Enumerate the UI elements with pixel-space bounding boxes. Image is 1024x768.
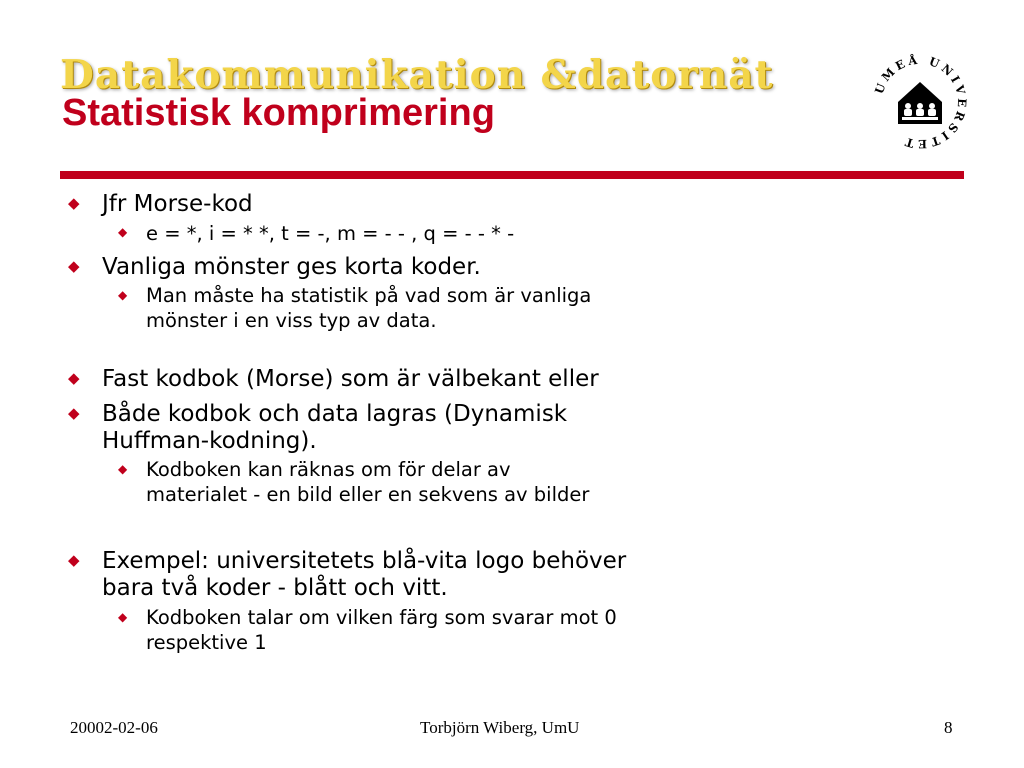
bullet-item: Både kodbok och data lagras (Dynamisk [102,401,568,427]
bullet-diamond-icon: ◆ [118,610,128,624]
title-divider [60,171,964,179]
bullet-diamond-icon: ◆ [68,257,80,275]
bullet-item: Fast kodbok (Morse) som är välbekant eller [102,366,599,392]
logo-ring-text: UMEÅ UNIVERSITET [871,52,970,152]
bullet-diamond-icon: ◆ [68,194,80,212]
footer-page-number: 8 [944,718,953,737]
sub-bullet-item: Man måste ha statistik på vad som är vanliga [146,284,592,307]
bullet-item-continuation: bara två koder - blått och vitt. [102,575,448,601]
bullet-item-continuation: Huffman-kodning). [102,428,317,454]
logo-figures [902,103,938,120]
sub-bullet-item-continuation: mönster i en viss typ av data. [146,309,437,332]
course-title: Datakommunikation &datornät [60,52,774,98]
bullet-diamond-icon: ◆ [118,462,128,476]
footer-date: 20002-02-06 [70,718,158,737]
sub-bullet-item: e = *, i = * *, t = -, m = - - , q = - - * - [146,222,515,245]
bullet-item: Jfr Morse-kod [102,191,253,217]
sub-bullet-item-continuation: respektive 1 [146,631,267,654]
bullet-item: Exempel: universitetets blå-vita logo behöver [102,548,627,574]
sub-bullet-item: Kodboken kan räknas om för delar av [146,458,511,481]
bullet-item: Vanliga mönster ges korta koder. [102,254,481,280]
bullet-diamond-icon: ◆ [68,404,80,422]
footer-author: Torbjörn Wiberg, UmU [420,718,580,737]
umea-universitet-logo [868,50,972,154]
bullet-diamond-icon: ◆ [118,288,128,302]
bullet-diamond-icon: ◆ [68,551,80,569]
sub-bullet-item-continuation: materialet - en bild eller en sekvens av bilder [146,483,590,506]
sub-bullet-item: Kodboken talar om vilken färg som svarar mot 0 [146,606,617,629]
bullet-diamond-icon: ◆ [68,369,80,387]
slide-title: Statistisk komprimering [62,92,495,134]
bullet-diamond-icon: ◆ [118,225,128,239]
